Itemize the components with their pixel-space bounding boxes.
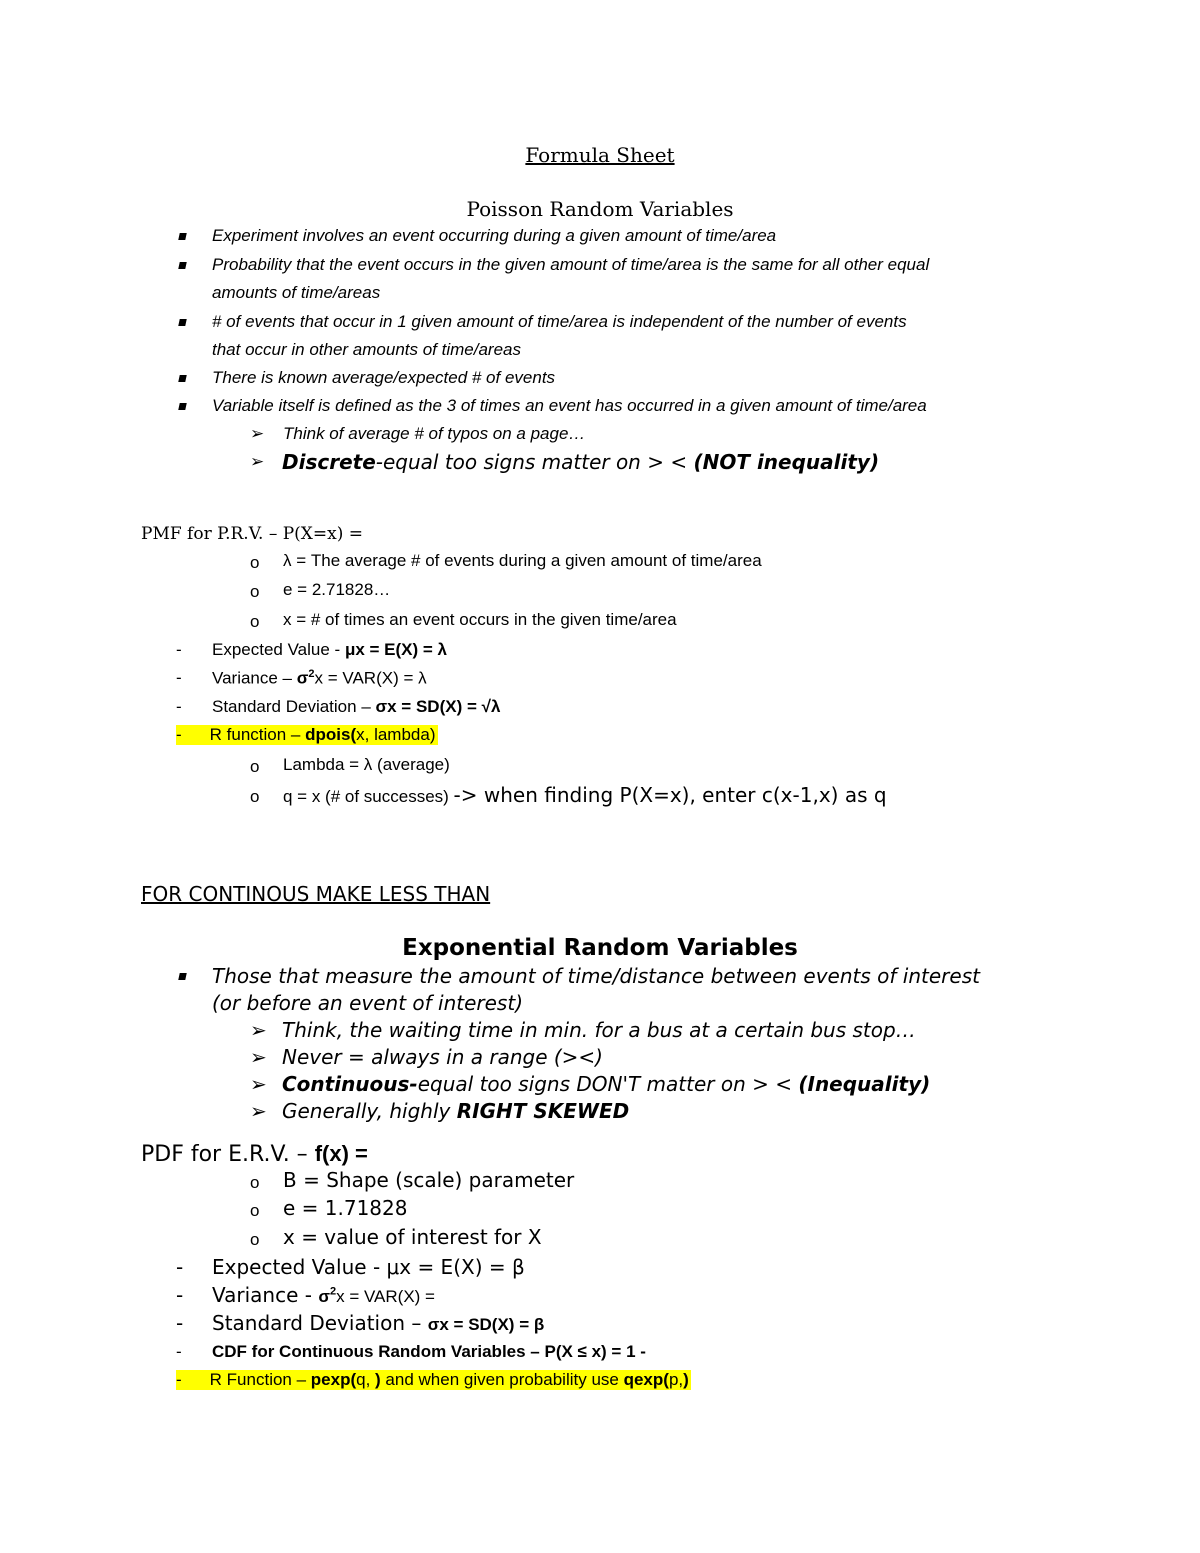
poisson-standard-deviation (212, 697, 500, 717)
discrete-note (282, 450, 879, 474)
dash-bullet-icon: - (176, 668, 182, 687)
arrow-bullet-icon: ➢ (250, 1099, 267, 1123)
poisson-variance (212, 668, 427, 689)
square-bullet-icon (178, 375, 186, 382)
circle-bullet-icon: o (250, 1201, 260, 1220)
q-note-part-a: q = x (# of successes) (283, 787, 454, 806)
circle-bullet-icon: o (250, 582, 260, 601)
poisson-bullet: There is known average/expected # of events (212, 368, 556, 387)
expected-label: Expected Value - (212, 640, 345, 659)
variance-label: Variance – (212, 668, 297, 688)
not-inequality-label: (NOT inequality) (693, 450, 880, 474)
pdf-def-b: B = Shape (scale) parameter (283, 1168, 575, 1192)
arrow-bullet-icon: ➢ (250, 1045, 267, 1069)
poisson-bullet: Experiment involves an event occurring during a given amount of time/area (212, 226, 777, 245)
sd-formula: σx = SD(X) = √λ (375, 697, 501, 716)
dash-bullet-icon: - (176, 1255, 184, 1279)
continuous-note: FOR CONTINOUS MAKE LESS THAN (141, 882, 491, 906)
dash-bullet-icon: - (176, 697, 182, 716)
exponential-variance (212, 1283, 435, 1307)
exponential-bullet: Those that measure the amount of time/distance between events of interest (212, 964, 980, 988)
sigma-symbol: σ (318, 1287, 330, 1306)
exponential-r-function-highlight (176, 1370, 691, 1390)
discrete-label: Discrete (282, 450, 376, 474)
poisson-bullet: # of events that occur in 1 given amount of time/area is independent of the number of events (212, 312, 907, 331)
variance-formula: x = VAR(X) = (336, 1287, 435, 1306)
skew-text: Generally, highly (282, 1099, 457, 1123)
pdf-label: PDF for E.R.V. – (141, 1142, 315, 1167)
square-bullet-icon (178, 973, 186, 980)
qexp-intro: and when given probability use (380, 1370, 624, 1389)
pmf-def-lambda: λ = The average # of events during a given amount of time/area (283, 551, 762, 570)
circle-bullet-icon: o (250, 1230, 260, 1249)
exponential-arrow-note: Think, the waiting time in min. for a bus at a certain bus stop… (282, 1018, 916, 1042)
page-title: Formula Sheet (525, 143, 675, 167)
arrow-bullet-icon: ➢ (250, 452, 265, 472)
q-note-part-b: -> when finding P(X=x), enter c(x-1,x) as q (453, 783, 887, 807)
pmf-formula: PMF for P.R.V. – P(X=x) = (141, 524, 364, 544)
exponential-arrow-note: Never = always in a range (><) (282, 1045, 603, 1069)
continuous-text: equal too signs DON'T matter on > < (417, 1072, 799, 1096)
arrow-bullet-icon: ➢ (250, 1072, 267, 1096)
pdf-def-e: e = 1.71828 (283, 1196, 408, 1220)
dash-bullet-icon: - (176, 1283, 184, 1307)
square-bullet-icon (178, 319, 186, 326)
sd-formula: σx = SD(X) = β (427, 1315, 545, 1334)
dash-bullet-icon: - (176, 640, 182, 659)
square-bullet-icon (178, 262, 186, 269)
exponential-expected-value: Expected Value - μx = E(X) = β (212, 1255, 525, 1279)
dpois-name: dpois( (305, 725, 357, 744)
circle-bullet-icon: o (250, 553, 260, 572)
pdf-formula (141, 1141, 368, 1167)
poisson-bullet-continuation: amounts of time/areas (212, 283, 381, 302)
circle-bullet-icon: o (250, 1173, 260, 1192)
skew-note (282, 1099, 629, 1123)
pdf-def-x: x = value of interest for X (283, 1225, 542, 1249)
cdf-formula: CDF for Continuous Random Variables – P(X ≤ x) = 1 - (212, 1342, 646, 1361)
circle-bullet-icon: o (250, 757, 260, 776)
exponential-heading: Exponential Random Variables (402, 935, 798, 961)
poisson-r-function-highlight (176, 725, 438, 745)
sigma-symbol: σ (296, 668, 309, 688)
square-bullet-icon (178, 233, 186, 240)
dash-bullet-icon: - (176, 1311, 184, 1335)
variance-formula: x = VAR(X) = λ (314, 668, 427, 688)
arrow-bullet-icon: ➢ (250, 1018, 267, 1042)
inequality-label: (Inequality) (798, 1072, 931, 1096)
r-function-label: R Function – (209, 1370, 311, 1389)
circle-bullet-icon: o (250, 787, 260, 806)
dpois-args: x, lambda) (356, 725, 436, 744)
variance-label: Variance - (212, 1283, 319, 1307)
expected-formula: μx = E(X) = λ (344, 640, 447, 659)
variance-superscript: 2 (308, 668, 315, 680)
square-bullet-icon (178, 403, 186, 410)
circle-bullet-icon: o (250, 612, 260, 631)
sd-label: Standard Deviation – (212, 1311, 428, 1335)
qexp-close: ) (683, 1370, 689, 1389)
exponential-standard-deviation (212, 1311, 544, 1335)
lambda-note: Lambda = λ (average) (283, 755, 450, 774)
pexp-args: q, (356, 1370, 376, 1389)
discrete-text: -equal too signs matter on > < (375, 450, 694, 474)
arrow-bullet-icon: ➢ (250, 424, 265, 444)
right-skewed-label: RIGHT SKEWED (456, 1099, 630, 1123)
exponential-bullet-continuation: (or before an event of interest) (212, 991, 523, 1015)
poisson-bullet-continuation: that occur in other amounts of time/areas (212, 340, 521, 359)
poisson-bullet: Probability that the event occurs in the given amount of time/area is the same for all other equal (212, 255, 930, 274)
qexp-name: qexp( (623, 1370, 669, 1389)
poisson-arrow-note: Think of average # of typos on a page… (283, 424, 586, 443)
sd-label: Standard Deviation – (212, 697, 376, 716)
dash-bullet-icon: - (176, 725, 182, 744)
variance-superscript: 2 (329, 1285, 337, 1298)
pexp-close: ) (375, 1370, 381, 1389)
poisson-heading: Poisson Random Variables (466, 197, 734, 221)
r-function-label: R function – (209, 725, 306, 744)
continuous-label: Continuous- (282, 1072, 418, 1096)
dash-bullet-icon: - (176, 1370, 182, 1389)
poisson-bullet: Variable itself is defined as the 3 of times an event has occurred in a given amount of time/area (212, 396, 927, 415)
continuous-rule-note (282, 1072, 930, 1096)
pdf-function: f(x) = (314, 1141, 368, 1166)
qexp-args: p, (668, 1370, 684, 1389)
dash-bullet-icon: - (176, 1342, 182, 1361)
q-note (283, 783, 887, 807)
poisson-expected-value (212, 640, 447, 660)
pexp-name: pexp( (310, 1370, 357, 1389)
pmf-def-e: e = 2.71828… (283, 580, 391, 599)
pmf-def-x: x = # of times an event occurs in the given time/area (283, 610, 677, 629)
